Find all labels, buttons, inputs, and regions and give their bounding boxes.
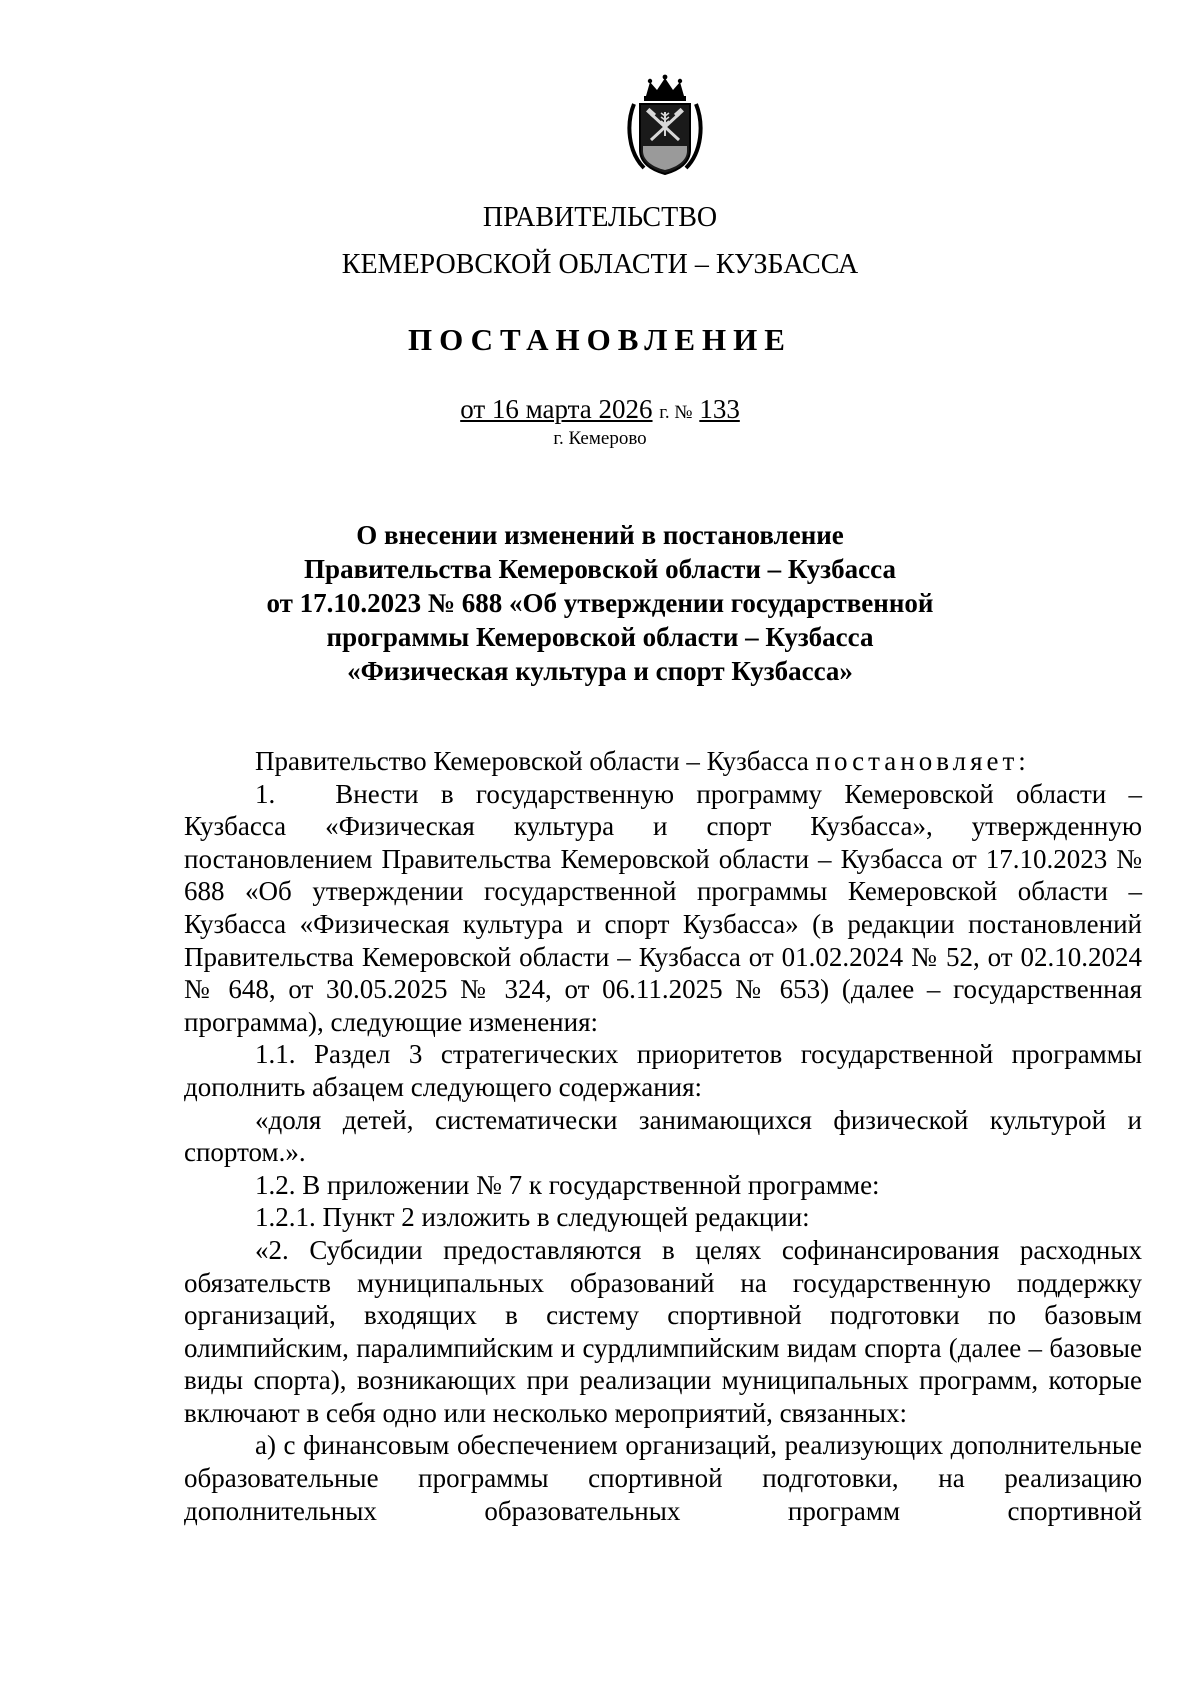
paragraph-1-2: 1.2. В приложении № 7 к государственной программе:	[255, 1169, 880, 1200]
subject-line: О внесении изменений в постановление	[356, 520, 844, 550]
paragraph-1	[184, 778, 1142, 1039]
paragraph-1-1: 1.1. Раздел 3 стратегических приоритетов государственной программы дополнить абзацем следующего содержания:	[184, 1039, 1142, 1102]
document-date: от 16 марта 2026	[460, 394, 653, 424]
document-body	[184, 745, 1142, 1527]
organization-line-2: КЕМЕРОВСКОЙ ОБЛАСТИ – КУЗБАССА	[341, 249, 859, 280]
coat-of-arms-icon	[624, 74, 706, 178]
document-number: 133	[699, 394, 740, 424]
document-subject	[0, 518, 1200, 688]
subject-line: «Физическая культура и спорт Кузбасса»	[347, 656, 853, 686]
subject-line: Правительства Кемеровской области – Кузбасса	[304, 554, 896, 584]
paragraph-1-2-1: 1.2.1. Пункт 2 изложить в следующей редакции:	[255, 1202, 810, 1233]
intro-action-text: постановляет:	[815, 746, 1030, 776]
document-city: г. Кемерово	[553, 428, 647, 449]
document-type-title: ПОСТАНОВЛЕНИЕ	[408, 322, 792, 357]
subject-line: от 17.10.2023 № 688 «Об утверждении государственной	[266, 588, 934, 618]
document-date-line	[0, 393, 1200, 429]
paragraph-2-a: а) с финансовым обеспечением организаций, реализующих дополнительные образовательные программы спортивной подготовки, на реализацию дополнительных образовательных программ спортивной	[184, 1430, 1142, 1526]
intro-lead-text: Правительство Кемеровской области – Кузбасса	[255, 746, 809, 776]
paragraph-2: «2. Субсидии предоставляются в целях софинансирования расходных обязательств муниципальных образований на государственную поддержку организаций, входящих в систему спортивной подготовки по базовым олимпийским, паралимпийским и сурдлимпийским видам спорта (далее – базовые виды спорта), возникающих при реализации муниципальных программ, которые включают в себя одно или несколько мероприятий, связанных:	[184, 1234, 1142, 1428]
subject-line: программы Кемеровской области – Кузбасса	[326, 622, 874, 652]
paragraph-1-1-quote: «доля детей, систематически занимающихся физической культурой и спортом.».	[184, 1104, 1142, 1168]
number-label: г. №	[659, 402, 693, 423]
paragraph-1-number: 1.	[255, 778, 276, 809]
paragraph-1-text: Внести в государственную программу Кемеровской области – Кузбасса «Физическая культура и спорт Кузбасса», утвержденную постановлением Правительства Кемеровской области – Кузбасса от 17.10.2023 № 688 «Об утверждении государственной программы Кемеровской области – Кузбасса «Физическая культура и спорт Кузбасса» (в редакции постановлений Правительства Кемеровской области – Кузбасса от 01.02.2024 № 52, от 02.10.2024 № 648, от 30.05.2025 № 324, от 06.11.2025 № 653) (далее – государственная программа), следующие изменения:	[184, 778, 1142, 1037]
intro-paragraph	[184, 745, 1142, 778]
organization-line-1: ПРАВИТЕЛЬСТВО	[482, 202, 718, 233]
